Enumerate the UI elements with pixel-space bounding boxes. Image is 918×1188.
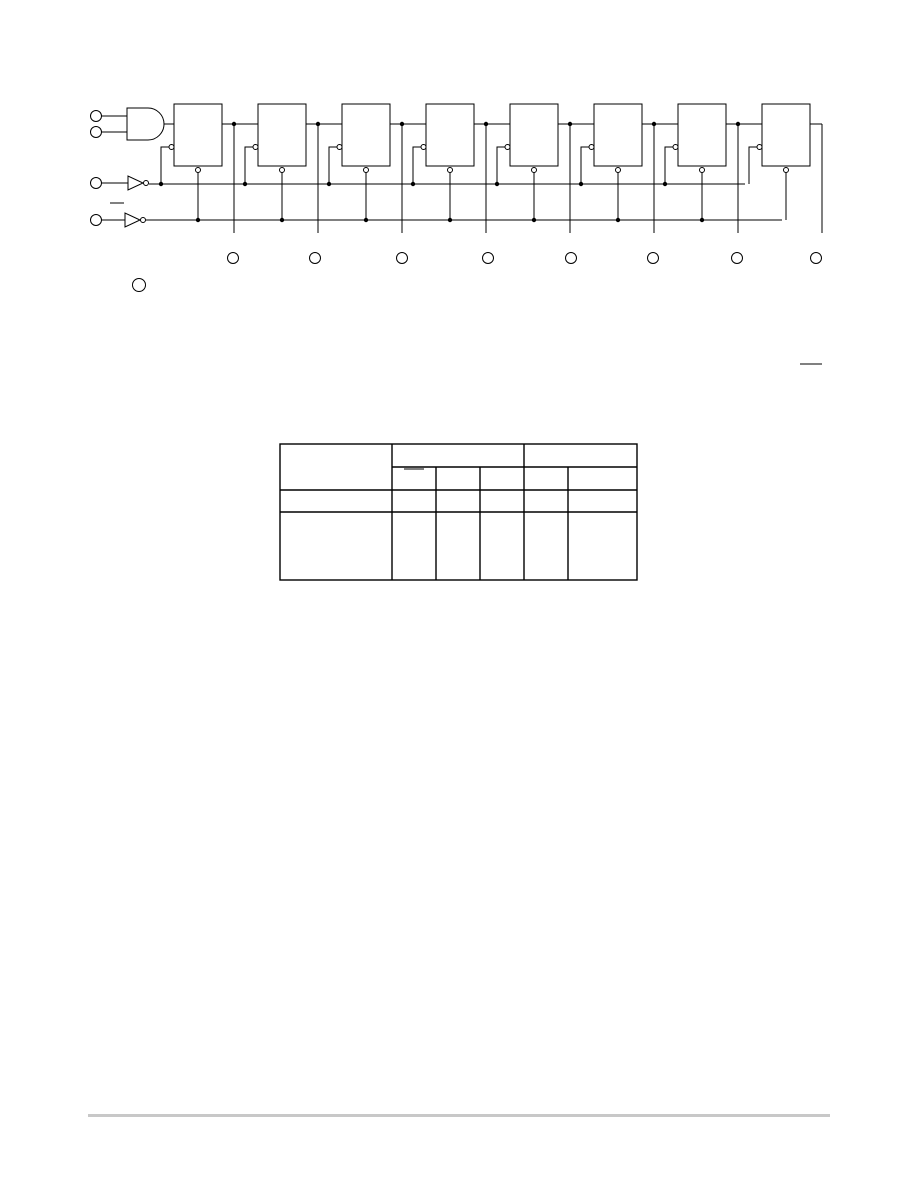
output-pin-7 — [732, 253, 743, 264]
clock-inverter-bubble — [144, 181, 149, 186]
junction-dot — [448, 218, 452, 222]
flip-flop-3 — [342, 104, 390, 166]
output-pin-6 — [648, 253, 659, 264]
reset-bubble-8 — [784, 168, 789, 173]
clock-branch-wire — [665, 147, 673, 184]
reset-bubble-4 — [448, 168, 453, 173]
clock-bubble-8 — [757, 145, 762, 150]
clock-branch-wire — [413, 147, 421, 184]
clock-branch-wire — [497, 147, 505, 184]
junction-dot — [532, 218, 536, 222]
clock-bubble-6 — [589, 145, 594, 150]
flip-flop-7 — [678, 104, 726, 166]
and-gate — [127, 108, 164, 140]
reset-bubble-3 — [364, 168, 369, 173]
output-pin-8 — [811, 253, 822, 264]
footer-rule — [88, 1114, 830, 1117]
reset-bubble-5 — [532, 168, 537, 173]
clock-inverter — [128, 176, 143, 190]
junction-dot — [364, 218, 368, 222]
clock-branch-wire — [581, 147, 589, 184]
output-pin-2 — [310, 253, 321, 264]
junction-dot — [616, 218, 620, 222]
clock-branch-wire — [161, 147, 169, 184]
reset-bubble-6 — [616, 168, 621, 173]
flip-flop-6 — [594, 104, 642, 166]
junction-dot — [243, 182, 247, 186]
clock-bubble-4 — [421, 145, 426, 150]
output-pin-1 — [228, 253, 239, 264]
junction-dot — [663, 182, 667, 186]
input-pin-a — [91, 111, 102, 122]
clock-branch-wire — [245, 147, 253, 184]
clock-bubble-2 — [253, 145, 258, 150]
input-pin-b — [91, 127, 102, 138]
output-pin-3 — [397, 253, 408, 264]
junction-dot — [579, 182, 583, 186]
reset-inverter — [125, 213, 140, 227]
flip-flop-2 — [258, 104, 306, 166]
clock-bubble-5 — [505, 145, 510, 150]
reset-inverter-bubble — [141, 218, 146, 223]
clock-input-pin — [91, 178, 102, 189]
clock-bubble-1 — [169, 145, 174, 150]
clock-bubble-7 — [673, 145, 678, 150]
junction-dot — [280, 218, 284, 222]
junction-dot — [196, 218, 200, 222]
junction-dot — [159, 182, 163, 186]
output-pin-4 — [483, 253, 494, 264]
flip-flop-8 — [762, 104, 810, 166]
flip-flop-5 — [510, 104, 558, 166]
output-pin-5 — [566, 253, 577, 264]
flip-flop-4 — [426, 104, 474, 166]
junction-dot — [700, 218, 704, 222]
junction-dot — [411, 182, 415, 186]
reset-bubble-2 — [280, 168, 285, 173]
flip-flop-1 — [174, 104, 222, 166]
clock-bubble-3 — [337, 145, 342, 150]
reset-bubble-7 — [700, 168, 705, 173]
function-table — [280, 444, 637, 580]
clock-branch-wire — [749, 147, 757, 184]
clock-branch-wire — [329, 147, 337, 184]
junction-dot — [327, 182, 331, 186]
reset-bubble-1 — [196, 168, 201, 173]
reset-input-pin — [91, 215, 102, 226]
supply-pin — [133, 279, 146, 292]
junction-dot — [495, 182, 499, 186]
